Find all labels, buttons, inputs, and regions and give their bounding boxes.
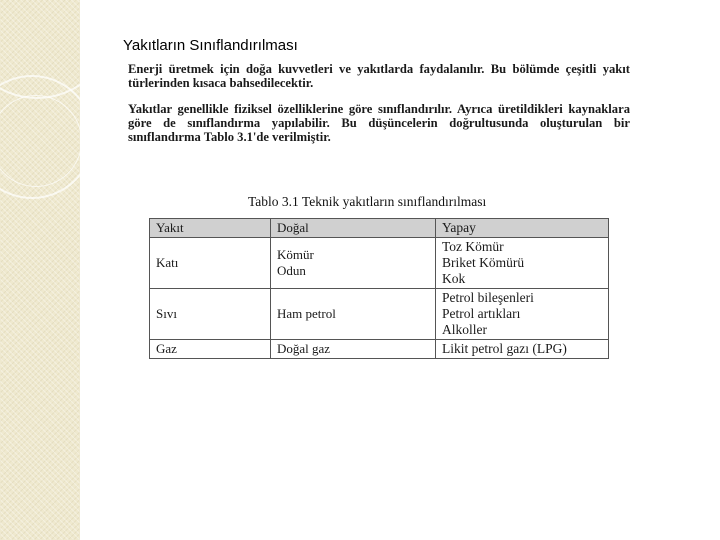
table-cell-yapay: [436, 289, 609, 340]
table-row: [150, 340, 609, 359]
table-row: [150, 238, 609, 289]
cell-item: Petrol bileşenleri: [442, 290, 534, 305]
cell-item: Doğal gaz: [277, 341, 331, 356]
cell-item: Kömür: [277, 247, 314, 262]
table-header-row: [150, 219, 609, 238]
cell-item: Petrol artıkları: [442, 306, 521, 321]
column-header: Yakıt: [150, 219, 271, 238]
fuel-classification-table: [149, 218, 609, 359]
table-cell-yakit: Katı: [150, 238, 271, 289]
table-cell-yapay: [436, 340, 609, 359]
cell-item: Odun: [277, 263, 306, 278]
table-cell-yapay: [436, 238, 609, 289]
column-header: Yapay: [436, 219, 609, 238]
table-cell-dogal: [271, 238, 436, 289]
cell-item: Briket Kömürü: [442, 255, 525, 270]
table-row: [150, 289, 609, 340]
decorative-circle: [0, 95, 80, 187]
table-cell-dogal: [271, 340, 436, 359]
cell-item: Toz Kömür: [442, 239, 504, 254]
cell-item: Likit petrol gazı (LPG): [442, 341, 567, 356]
scanned-text-block: [128, 62, 630, 156]
cell-item: Alkoller: [442, 322, 487, 337]
decorative-side-panel: [0, 0, 80, 540]
cell-item: Ham petrol: [277, 306, 336, 321]
table-cell-dogal: [271, 289, 436, 340]
slide-title: Yakıtların Sınıflandırılması: [123, 37, 298, 54]
paragraph: Yakıtlar genellikle fiziksel özelliklerine göre sınıflandırılır. Ayrıca üretildikleri kaynaklara göre de sınıflandırma yapılabilir. Bu düşüncelerin doğrultusunda oluşturulan bir sınıflandırma Tablo 3.1'de verilmiştir.: [128, 102, 630, 144]
table-cell-yakit: Gaz: [150, 340, 271, 359]
paragraph: Enerji üretmek için doğa kuvvetleri ve yakıtlarda faydalanılır. Bu bölümde çeşitli yakıt türlerinden kısaca bahsedilecektir.: [128, 62, 630, 90]
table-cell-yakit: Sıvı: [150, 289, 271, 340]
column-header: Doğal: [271, 219, 436, 238]
cell-item: Kok: [442, 271, 466, 286]
table-caption: Tablo 3.1 Teknik yakıtların sınıflandırılması: [248, 194, 487, 209]
